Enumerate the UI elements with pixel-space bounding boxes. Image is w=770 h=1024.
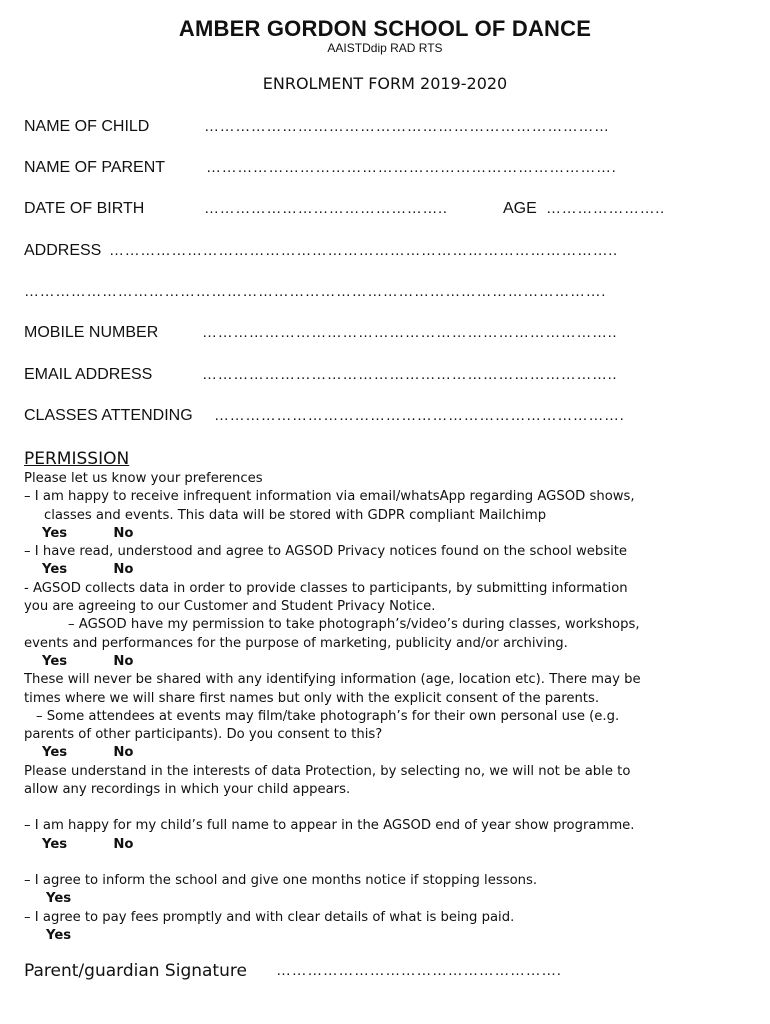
consent-photo-options — [24, 653, 750, 671]
address-field[interactable]: …………………………………………………………………………………….. — [109, 242, 618, 259]
data-protection-note-cont: allow any recordings in which your child appears. — [24, 782, 351, 798]
classes-field[interactable]: ……………………………………………………………………. — [214, 407, 625, 424]
notice-agreement-text: – I agree to inform the school and give one months notice if stopping lessons. — [24, 872, 538, 888]
yes-option[interactable]: Yes — [42, 525, 68, 541]
consent-marketing-text: – I am happy to receive infrequent information via email/whatsApp regarding AGSOD shows, — [24, 489, 635, 505]
yes-option[interactable]: Yes — [42, 653, 68, 669]
consent-programme-name-text: – I am happy for my child’s full name to appear in the AGSOD end of year show programme. — [24, 818, 635, 834]
parent-name-label: NAME OF PARENT — [24, 159, 166, 176]
no-option[interactable]: No — [113, 836, 134, 852]
notice-agreement-options — [24, 890, 750, 908]
data-collection-text: - AGSOD collects data in order to provide classes to participants, by submitting information — [24, 580, 628, 596]
consent-photo-text: – AGSOD have my permission to take photograph’s/video’s during classes, workshops, — [68, 617, 640, 633]
child-name-label: NAME OF CHILD — [24, 118, 150, 135]
form-title: ENROLMENT FORM 2019-2020 — [262, 74, 508, 93]
classes-label: CLASSES ATTENDING — [24, 407, 193, 424]
permission-heading: PERMISSION — [24, 449, 130, 469]
dob-label: DATE OF BIRTH — [24, 200, 145, 217]
dob-field[interactable]: ……………………………………….. — [204, 200, 448, 217]
sharing-note-cont: times where we will share first names but only with the explicit consent of the parents. — [24, 690, 600, 706]
yes-option[interactable]: Yes — [42, 836, 68, 852]
yes-option[interactable]: Yes — [42, 745, 68, 761]
signature-field[interactable]: ………………………………………………. — [276, 962, 562, 979]
yes-option[interactable]: Yes — [46, 891, 72, 907]
fees-agreement-options — [24, 927, 750, 945]
consent-attendee-recording-text-cont: parents of other participants). Do you consent to this? — [24, 727, 383, 743]
consent-marketing-options — [24, 525, 750, 543]
age-field[interactable]: ………………….. — [546, 200, 665, 217]
no-option[interactable]: No — [113, 562, 134, 578]
data-protection-note: Please understand in the interests of data Protection, by selecting no, we will not be able to — [24, 763, 631, 779]
sharing-note: These will never be shared with any identifying information (age, location etc). There may be — [24, 672, 641, 688]
consent-attendee-recording-options — [24, 744, 750, 762]
consent-privacy-options — [24, 561, 750, 579]
yes-option[interactable]: Yes — [46, 927, 72, 943]
address-label: ADDRESS — [24, 242, 102, 259]
consent-photo-text-cont: events and performances for the purpose of marketing, publicity and/or archiving. — [24, 635, 568, 651]
consent-attendee-recording-text: – Some attendees at events may film/take photograph’s for their own personal use (e.g. — [36, 708, 620, 724]
data-collection-text-cont: you are agreeing to our Customer and Student Privacy Notice. — [24, 599, 436, 615]
consent-privacy-text: – I have read, understood and agree to AGSOD Privacy notices found on the school website — [24, 544, 628, 560]
consent-marketing-text-cont: classes and events. This data will be stored with GDPR compliant Mailchimp — [44, 507, 547, 523]
permission-body — [24, 470, 750, 945]
mobile-label: MOBILE NUMBER — [24, 324, 159, 341]
email-label: EMAIL ADDRESS — [24, 366, 153, 383]
consent-programme-name-options — [24, 836, 750, 854]
child-name-field[interactable]: …………………………………………………………………… — [204, 118, 610, 135]
no-option[interactable]: No — [113, 653, 134, 669]
parent-name-field[interactable]: ……………………………………………………………………. — [206, 159, 617, 176]
permission-intro: Please let us know your preferences — [24, 471, 263, 486]
signature-label: Parent/guardian Signature — [24, 961, 247, 981]
email-field[interactable]: …………………………………………………………………….. — [202, 366, 618, 383]
yes-option[interactable]: Yes — [42, 562, 68, 578]
qualifications: AAISTDdip RAD RTS — [327, 41, 443, 55]
age-label: AGE — [503, 200, 537, 217]
mobile-field[interactable]: …………………………………………………………………….. — [202, 324, 618, 341]
no-option[interactable]: No — [113, 525, 134, 541]
fees-agreement-text: – I agree to pay fees promptly and with clear details of what is being paid. — [24, 909, 515, 925]
no-option[interactable]: No — [113, 745, 134, 761]
address-field-line2[interactable]: …………………………………………………………………………………………………. — [24, 283, 606, 300]
school-name: AMBER GORDON SCHOOL OF DANCE — [178, 16, 592, 41]
